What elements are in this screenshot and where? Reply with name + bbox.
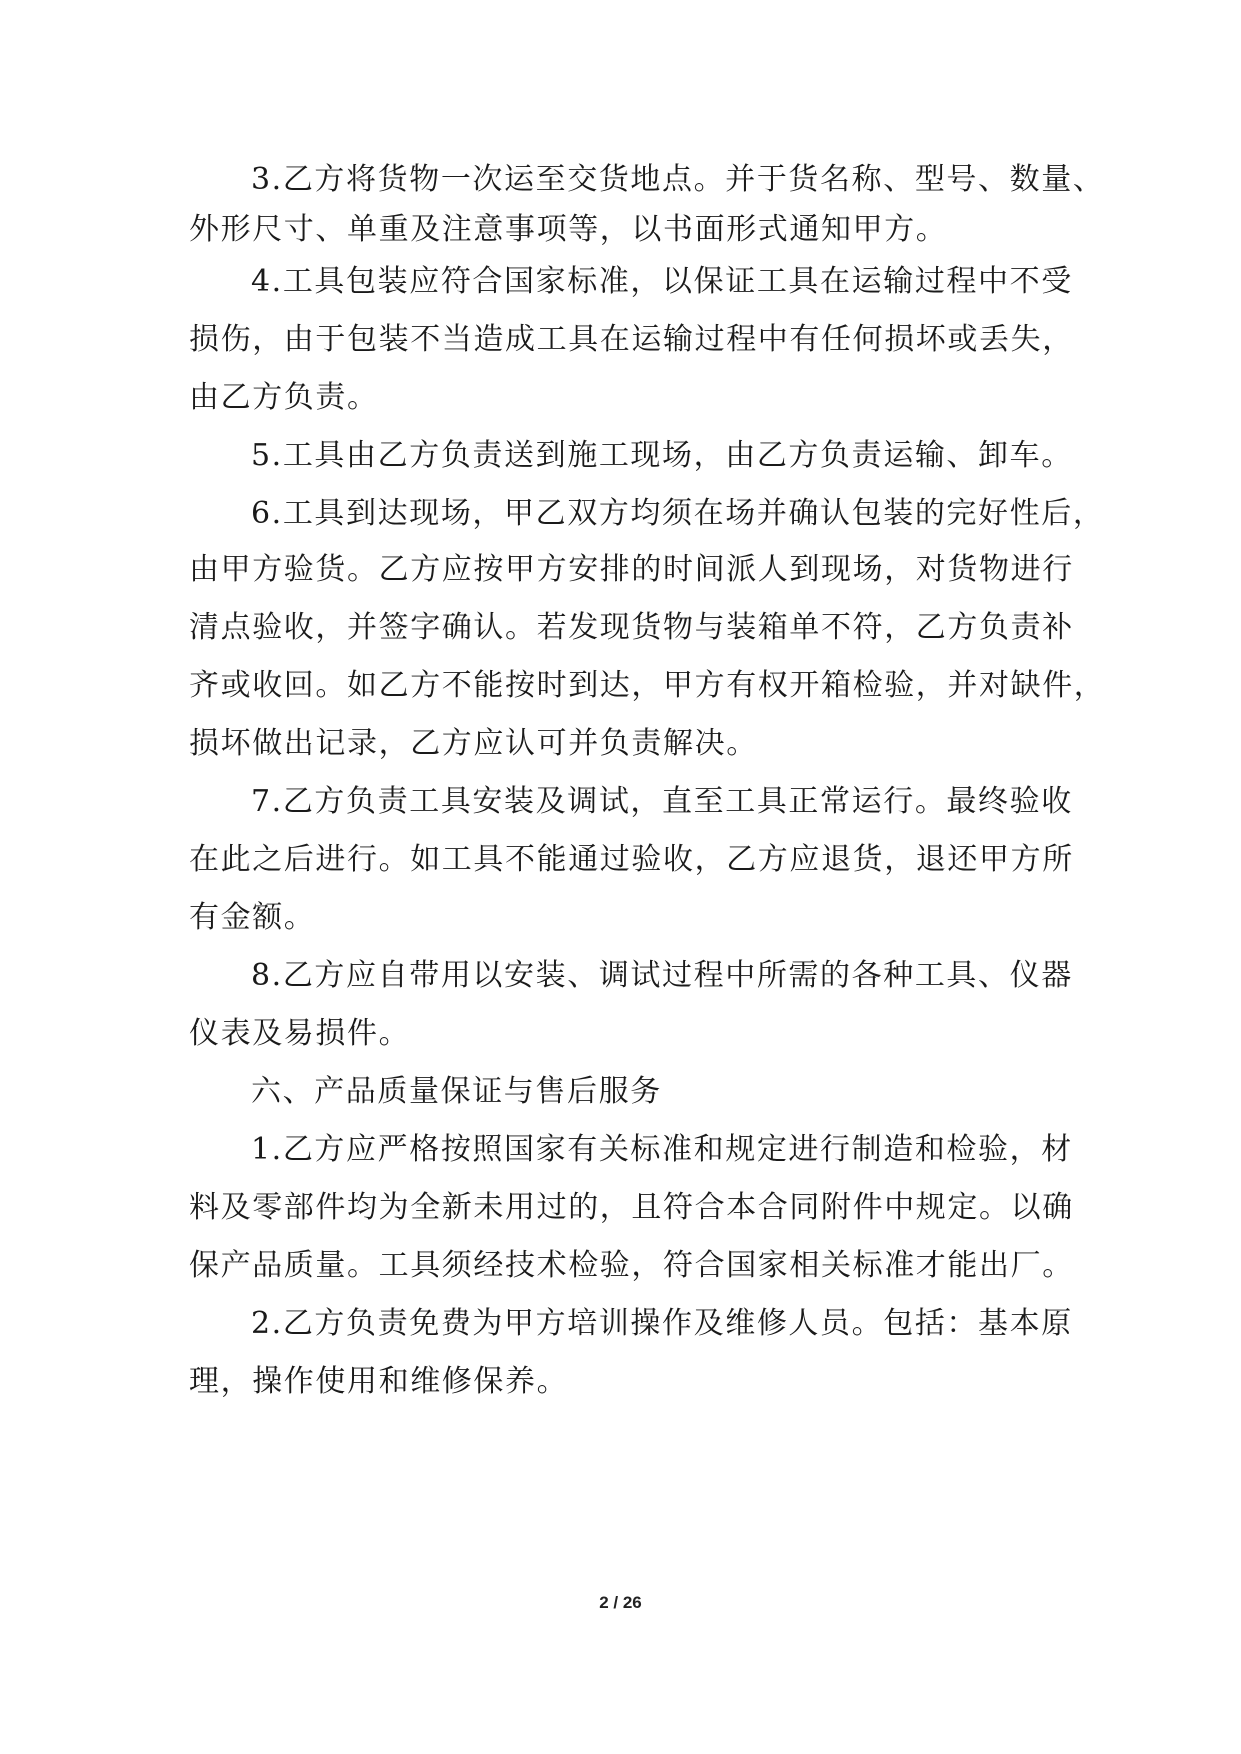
paragraph-5-line-1: 5.工具由乙方负责送到施工现场，由乙方负责运输、卸车。 bbox=[251, 438, 1073, 473]
paragraph-3-line-1: 3.乙方将货物一次运至交货地点。并于货名称、型号、数量、 bbox=[251, 162, 1105, 197]
page-number: 2 / 26 bbox=[599, 1593, 642, 1612]
paragraph-3-line-2: 外形尺寸、单重及注意事项等，以书面形式通知甲方。 bbox=[189, 212, 948, 247]
section-paragraph-2-line-2: 理，操作使用和维修保养。 bbox=[189, 1364, 569, 1399]
section-paragraph-1-line-3: 保产品质量。工具须经技术检验，符合国家相关标准才能出厂。 bbox=[189, 1248, 1074, 1283]
section-paragraph-2-line-1: 2.乙方负责免费为甲方培训操作及维修人员。包括：基本原 bbox=[251, 1306, 1073, 1341]
section-heading-quality-after-sales: 六、产品质量保证与售后服务 bbox=[251, 1074, 662, 1109]
paragraph-6-line-1: 6.工具到达现场，甲乙双方均须在场并确认包装的完好性后， bbox=[251, 496, 1105, 531]
paragraph-8-line-2: 仪表及易损件。 bbox=[189, 1016, 411, 1051]
paragraph-6-line-2: 由甲方验货。乙方应按甲方安排的时间派人到现场，对货物进行 bbox=[189, 552, 1074, 587]
paragraph-4-line-3: 由乙方负责。 bbox=[189, 380, 379, 415]
paragraph-4-line-1: 4.工具包装应符合国家标准，以保证工具在运输过程中不受 bbox=[251, 264, 1073, 299]
paragraph-7-line-1: 7.乙方负责工具安装及调试，直至工具正常运行。最终验收 bbox=[251, 784, 1073, 819]
paragraph-6-line-5: 损坏做出记录，乙方应认可并负责解决。 bbox=[189, 726, 758, 761]
paragraph-6-line-4: 齐或收回。如乙方不能按时到达，甲方有权开箱检验，并对缺件， bbox=[189, 668, 1106, 703]
section-paragraph-1-line-1: 1.乙方应严格按照国家有关标准和规定进行制造和检验，材 bbox=[251, 1132, 1073, 1167]
paragraph-8-line-1: 8.乙方应自带用以安装、调试过程中所需的各种工具、仪器 bbox=[251, 958, 1073, 993]
paragraph-7-line-3: 有金额。 bbox=[189, 900, 316, 935]
section-paragraph-1-line-2: 料及零部件均为全新未用过的，且符合本合同附件中规定。以确 bbox=[189, 1190, 1074, 1225]
paragraph-7-line-2: 在此之后进行。如工具不能通过验收，乙方应退货，退还甲方所 bbox=[189, 842, 1074, 877]
paragraph-4-line-2: 损伤，由于包装不当造成工具在运输过程中有任何损坏或丢失， bbox=[189, 322, 1074, 357]
paragraph-6-line-3: 清点验收，并签字确认。若发现货物与装箱单不符，乙方负责补 bbox=[189, 610, 1074, 645]
